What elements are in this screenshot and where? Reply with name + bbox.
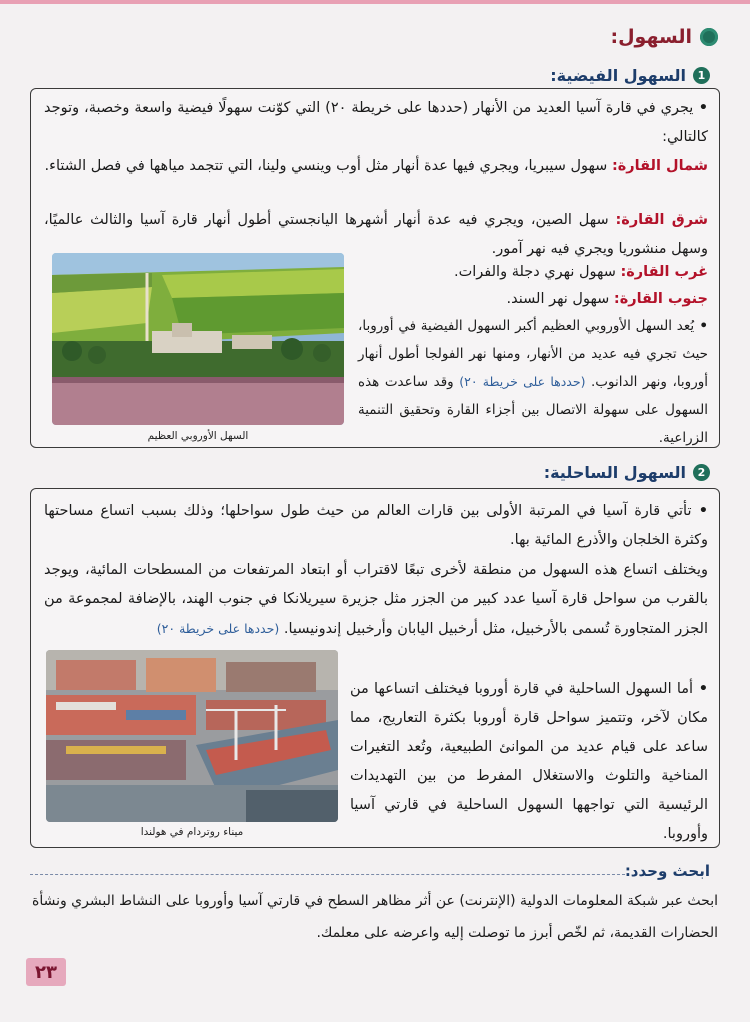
rotterdam-port-caption: ميناء روتردام في هولندا [140, 826, 244, 838]
top-border [0, 0, 750, 4]
research-title: ابحث وحدد: [624, 862, 710, 880]
europe-plain-paragraph: • يُعد السهل الأوروبي العظيم أكبر السهول الفيضية في أوروبا، حيث تجري فيه عديد من الأنهار، ومنها نهر الفولجا أطول أنهار أوروبا، ونهر الدانوب. (حددها على خريطة ٢٠) وقد ساعدت هذه السهول على سهولة الاتصال بين أجزاء القارة وتحقيق التنمية الزراعية. [358, 318, 708, 446]
european-plain-caption: السهل الأوروبي العظيم [147, 430, 249, 442]
west-paragraph: غرب القارة: سهول نهري دجلة والفرات. [454, 264, 708, 280]
europe-coast-paragraph: • أما السهول الساحلية في قارة أوروبا فيختلف اتساعها من مكان لآخر، وتتميز سواحل قارة أوروبا بكثرة التعاريج، مما ساعد على قيام عديد من الموانئ الطبيعية، وتُعد التغيرات المناخية والتلوث والاستغلال المفرط من بين التهديدات الرئيسية التي تواجهها السهول الساحلية في قارتي آسيا وأوروبا. [350, 681, 708, 842]
research-divider [30, 874, 625, 875]
coastal-intro: • تأتي قارة آسيا في المرتبة الأولى بين قارات العالم من حيث طول سواحلها؛ وذلك بسبب اتساع مساحتها وكثرة الخلجان والأذرع المائية بها. [44, 503, 708, 548]
north-paragraph: شمال القارة: سهول سيبريا، ويجري فيها عدة أنهار مثل أوب وينسي ولينا، التي تتجمد مياهها في فصل الشتاء. [44, 158, 708, 174]
number-badge: 2 [693, 464, 710, 481]
farmland-image [52, 253, 344, 425]
research-text: ابحث عبر شبكة المعلومات الدولية (الإنترنت) عن أثر مظاهر السطح في قارتي آسيا وأوروبا على النشاط البشري ونشأة الحضارات القديمة، ثم لخّص أبرز ما توصلت إليه واعرضه على معلمك. [31, 893, 718, 941]
page-number: ٢٣ [26, 958, 66, 986]
coastal-paragraph: ويختلف اتساع هذه السهول من منطقة لأخرى تبعًا لاقتراب أو ابتعاد المرتفعات من المسطحات المائية، ويوجد بالقرب من سواحل قارة آسيا عدد كبير من الجزر مثل جزيرة سيريلانكا في جنوب الهند، بالإضافة لمجموعة من الجزر المتجاورة تُسمى بالأرخبيل، مثل أرخبيل اليابان وأرخبيل إندونيسيا. (حددها على خريطة ٢٠) [44, 562, 708, 637]
rotterdam-port-photo [46, 650, 338, 822]
east-paragraph: شرق القارة: سهل الصين، ويجري فيه عدة أنهار أشهرها اليانجستي أطول أنهار قارة آسيا والثالث عالميًا، وسهل منشوريا ويجري فيه نهر آمور. [44, 212, 708, 257]
river-intro: • يجري في قارة آسيا العديد من الأنهار (حددها على خريطة ٢٠) التي كوّنت سهولًا فيضية واسعة وخصبة، وتوجد كالتالي: [44, 100, 708, 145]
heading-bullet-icon [700, 28, 718, 46]
river-plains-heading: 1 السهول الفيضية: [550, 66, 710, 85]
south-paragraph: جنوب القارة: سهول نهر السند. [506, 291, 708, 307]
section-heading: السهول: [610, 26, 718, 48]
coastal-plains-heading: 2 السهول الساحلية: [544, 463, 710, 482]
european-plain-photo [52, 253, 344, 425]
number-badge: 1 [693, 67, 710, 84]
port-image [46, 650, 338, 822]
